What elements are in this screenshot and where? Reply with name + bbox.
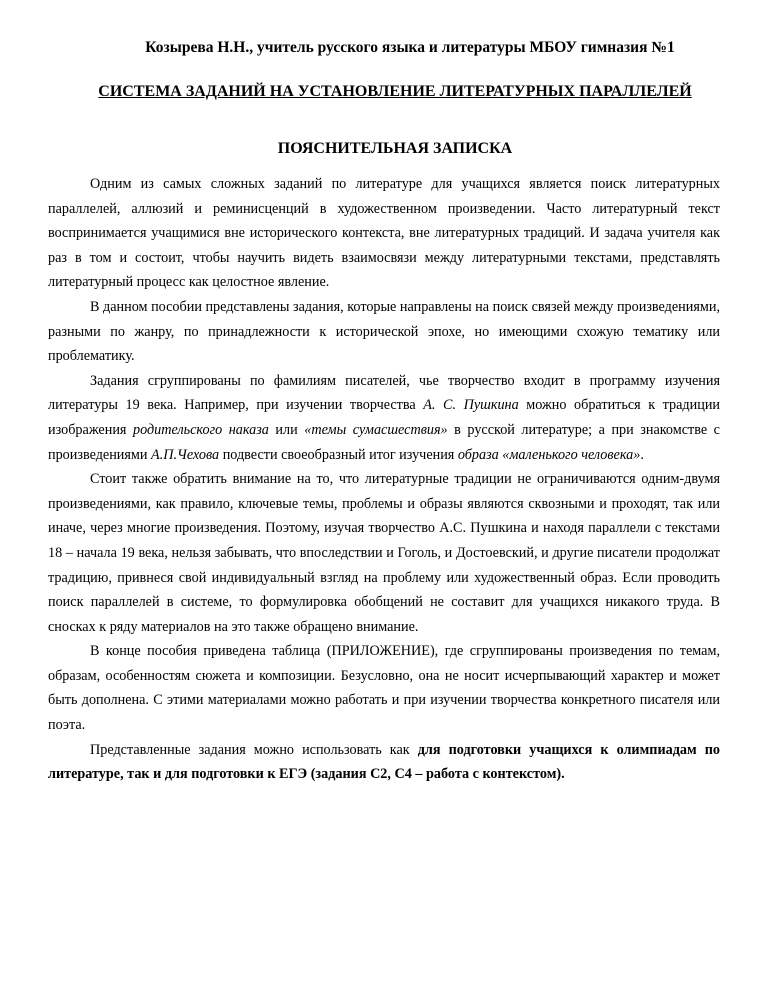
paragraph-3-text: или <box>268 421 305 438</box>
paragraph-6-bold: для подготовки учащихся к олимпиадам по литературе, так и для подготовки к ЕГЭ (задания С2, С4 – работа с контекстом). <box>48 741 720 783</box>
paragraph-3-italic-pushkin: А. С. Пушкина <box>423 397 519 414</box>
paragraph-3-text: можно обратиться к традиции изображения <box>48 397 721 438</box>
paragraph-3-italic-parental-order: родительского наказа <box>132 421 269 438</box>
paragraph-3-text: подвести своеобразный итог изучения <box>219 446 458 463</box>
paragraph-3-italic-chekhov: А.П.Чехова <box>151 446 220 463</box>
document-title: СИСТЕМА ЗАДАНИЙ НА УСТАНОВЛЕНИЕ ЛИТЕРАТУРНЫХ ПАРАЛЛЕЛЕЙ <box>98 83 692 100</box>
author-line: Козырева Н.Н., учитель русского языка и литературы МБОУ гимназия №1 <box>145 39 675 56</box>
paragraph-6 <box>48 738 720 787</box>
paragraph-3-italic-little-man: образа «маленького человека» <box>457 446 641 463</box>
body-text <box>48 172 720 787</box>
paragraph-2: В данном пособии представлены задания, которые направлены на поиск связей между произведениями, разными по жанру, по принадлежности к исторической эпохе, но имеющими схожую тематику или проблематику. <box>48 298 720 365</box>
paragraph-3-text: Задания сгруппированы по фамилиям писателей, чье творчество входит в программу изучения литературы 19 века. Например, при изучении творчества <box>48 372 720 414</box>
paragraph-1: Одним из самых сложных заданий по литературе для учащихся является поиск литературных параллелей, аллюзий и реминисценций в художественном произведении. Часто литературный текст воспринимается учащимися вне исторического контекста, вне литературных традиций. И задача учителя как раз в том и состоит, чтобы научить видеть взаимосвязи между литературными текстами, представлять литературный процесс как целостное явление. <box>48 176 720 291</box>
paragraph-3-italic-madness-theme: «темы сумасшествия» <box>304 421 448 438</box>
paragraph-3-text: . <box>640 446 644 463</box>
paragraph-3 <box>48 369 720 467</box>
section-heading: ПОЯСНИТЕЛЬНАЯ ЗАПИСКА <box>277 140 513 157</box>
paragraph-3-text: в русской литературе; а при знакомстве с произведениями <box>48 421 720 463</box>
paragraph-6-text: Представленные задания можно использовать как <box>90 741 418 758</box>
paragraph-4: Стоит также обратить внимание на то, что литературные традиции не ограничиваются одним-двумя произведениями, как правило, ключевые темы, проблемы и образы являются сквозными и проходят, так или иначе, через многие произведения. Поэтому, изучая творчество А.С. Пушкина и находя параллели с текстами 18 – начала 19 века, нельзя забывать, что впоследствии и Гоголь, и Достоевский, и другие писатели продолжат традицию, привнеся свой индивидуальный взгляд на проблему или художественный образ. Если проводить поиск параллелей в системе, то формулировка обобщений не составит для учащихся никакого труда. В сносках к ряду материалов на это также обращено внимание. <box>48 471 720 635</box>
paragraph-5: В конце пособия приведена таблица (ПРИЛОЖЕНИЕ), где сгруппированы произведения по темам, образам, особенностям сюжета и композиции. Безусловно, она не носит исчерпывающий характер и может быть дополнена. С этими материалами можно работать и при изучении творчества конкретного писателя или поэта. <box>48 643 720 734</box>
